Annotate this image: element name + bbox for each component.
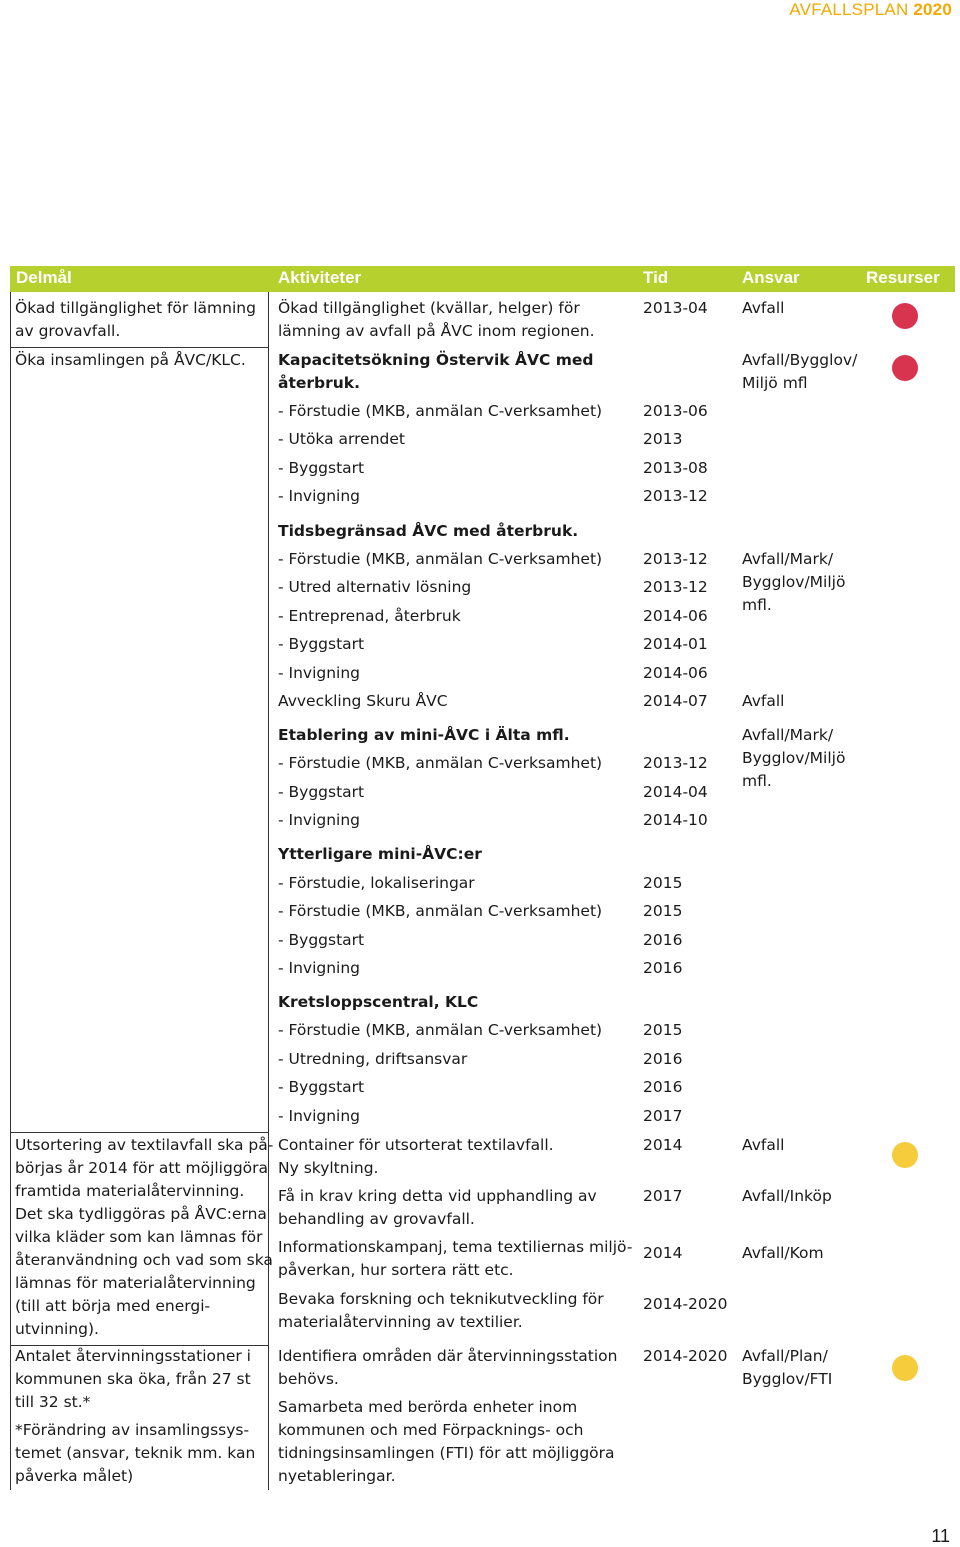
resource-indicator-yellow [892, 1142, 918, 1168]
tid-value: 2013-12 [643, 754, 708, 772]
activity: - Förstudie (MKB, anmälan C-verksamhet) [278, 402, 603, 420]
column-header-delmal: Delmål [16, 268, 72, 287]
ansvar-line: Avfall [742, 692, 785, 710]
ansvar-line: Avfall/Plan/ [742, 1347, 828, 1365]
goal-line: vilka kläder som kan lämnas för [15, 1228, 263, 1246]
activity: - Förstudie (MKB, anmälan C-verksamhet) [278, 1021, 603, 1039]
goal-line: Det ska tydliggöras på ÅVC:erna [15, 1205, 267, 1223]
column-header-ansvar: Ansvar [742, 268, 800, 287]
ansvar-line: Miljö mfl [742, 374, 808, 392]
ansvar-line: Bygglov/FTI [742, 1370, 833, 1388]
goal-cell [15, 297, 256, 343]
tid-value: 2015 [643, 874, 683, 892]
tid-value: 2013-12 [643, 487, 708, 505]
goal-line: utvinning). [15, 1320, 99, 1338]
tid-value: 2015 [643, 902, 683, 920]
activity: - Förstudie, lokaliseringar [278, 874, 475, 892]
activity: - Byggstart [278, 635, 365, 653]
activity-line: Samarbeta med berörda enheter inom [278, 1398, 578, 1416]
activity: - Förstudie (MKB, anmälan C-verksamhet) [278, 754, 603, 772]
tid-value: 2016 [643, 1078, 683, 1096]
goal-line: (till att börja med energi- [15, 1297, 211, 1315]
resource-indicator-yellow [892, 1355, 918, 1381]
tid-value: 2014 [643, 1136, 683, 1154]
column-header-resurser: Resurser [866, 268, 940, 287]
activity [278, 1288, 604, 1334]
activity-line: materialåtervinning av textilier. [278, 1313, 523, 1331]
activity [278, 1236, 632, 1282]
activity-line: kommunen och med Förpacknings- och [278, 1421, 584, 1439]
activity-line: Identifiera områden där återvinningsstation [278, 1347, 618, 1365]
goal-line: lämnas för materialåtervinning [15, 1274, 256, 1292]
goal-cell [15, 1134, 273, 1341]
activity-heading: Tidsbegränsad ÅVC med återbruk. [278, 522, 579, 540]
ansvar-line: Avfall/Inköp [742, 1187, 832, 1205]
goal-cell [15, 1345, 251, 1414]
goal-line: till 32 st.* [15, 1393, 91, 1411]
resource-indicator-red [892, 355, 918, 381]
tid-value: 2014-01 [643, 635, 708, 653]
ansvar-value [742, 349, 857, 395]
goal-line: börjas år 2014 för att möjliggöra [15, 1159, 269, 1177]
activity [278, 297, 595, 343]
tid-value: 2014-2020 [643, 1295, 728, 1313]
row-divider [10, 1132, 269, 1133]
activity: - Entreprenad, återbruk [278, 607, 461, 625]
activity: - Byggstart [278, 931, 365, 949]
tid-value: 2013-08 [643, 459, 708, 477]
activity-line: tidningsinsamlingen (FTI) för att möjliggöra [278, 1444, 615, 1462]
activity-line: Bevaka forskning och teknikutveckling för [278, 1290, 604, 1308]
tid-value: 2013-06 [643, 402, 708, 420]
activity: - Utredning, driftsansvar [278, 1050, 468, 1068]
activity: - Invigning [278, 811, 361, 829]
ansvar-value [742, 548, 845, 617]
activity-line: Container för utsorterat textilavfall. [278, 1136, 554, 1154]
tid-value: 2016 [643, 959, 683, 977]
activity-line: Ökad tillgänglighet (kvällar, helger) för [278, 299, 580, 317]
activity-heading [278, 349, 594, 395]
activity: - Förstudie (MKB, anmälan C-verksamhet) [278, 550, 603, 568]
activity [278, 1185, 597, 1231]
ansvar-line: Avfall [742, 1136, 785, 1154]
ansvar-line: mfl. [742, 772, 772, 790]
goal-line: Öka insamlingen på ÅVC/KLC. [15, 351, 246, 369]
ansvar-line: Avfall/Mark/ [742, 550, 834, 568]
tid-value: 2016 [643, 1050, 683, 1068]
header-year: 2020 [913, 0, 952, 19]
tid-value: 2014-07 [643, 692, 708, 710]
goal-line: framtida materialåtervinning. [15, 1182, 245, 1200]
goal-line: temet (ansvar, teknik mm. kan [15, 1444, 256, 1462]
page-number: 11 [931, 1526, 950, 1546]
goal-line: Utsortering av textilavfall ska på- [15, 1136, 274, 1154]
activity: - Utöka arrendet [278, 430, 405, 448]
activity: - Byggstart [278, 459, 365, 477]
ansvar-value [742, 724, 845, 793]
tid-value: 2014-06 [643, 664, 708, 682]
tid-value: 2016 [643, 931, 683, 949]
activity: - Invigning [278, 1107, 361, 1125]
tid-value: 2014-04 [643, 783, 708, 801]
column-header-tid: Tid [643, 268, 669, 287]
resource-indicator-red [892, 303, 918, 329]
tid-value: 2014 [643, 1244, 683, 1262]
ansvar-value [742, 1185, 832, 1208]
ansvar-value [742, 1134, 784, 1157]
ansvar-value [742, 297, 784, 320]
tid-value: 2014-06 [643, 607, 708, 625]
activity-line: Kapacitetsökning Östervik ÅVC med [278, 351, 594, 369]
goal-footnote [15, 1419, 255, 1488]
goal-line: återanvändning och vad som ska [15, 1251, 273, 1269]
activity [278, 1345, 617, 1391]
activity: Avveckling Skuru ÅVC [278, 692, 448, 710]
ansvar-line: mfl. [742, 596, 772, 614]
header-brand: AVFALLSPLAN [789, 0, 909, 19]
tid-value: 2013-12 [643, 550, 708, 568]
activity: - Invigning [278, 487, 361, 505]
activity-line: nyetableringar. [278, 1467, 396, 1485]
activity-line: påverkan, hur sortera rätt etc. [278, 1261, 514, 1279]
goal-line: *Förändring av insamlingssys- [15, 1421, 250, 1439]
tid-value: 2017 [643, 1107, 683, 1125]
activity [278, 1396, 615, 1488]
activity: - Invigning [278, 664, 361, 682]
ansvar-line: Avfall/Bygglov/ [742, 351, 858, 369]
activity: - Byggstart [278, 1078, 365, 1096]
tid-value: 2014-10 [643, 811, 708, 829]
activity-line: återbruk. [278, 374, 360, 392]
tid-value: 2013 [643, 430, 683, 448]
tid-value: 2017 [643, 1187, 683, 1205]
tid-value: 2014-2020 [643, 1347, 728, 1365]
column-header-aktiviteter: Aktiviteter [278, 268, 362, 287]
document-header [789, 0, 952, 20]
goal-cell [15, 349, 246, 372]
activity: - Förstudie (MKB, anmälan C-verksamhet) [278, 902, 603, 920]
table-header [10, 266, 955, 292]
tid-value: 2015 [643, 1021, 683, 1039]
ansvar-line: Bygglov/Miljö [742, 573, 846, 591]
goal-line: Antalet återvinningsstationer i [15, 1347, 251, 1365]
activity: - Utred alternativ lösning [278, 578, 472, 596]
goal-line: av grovavfall. [15, 322, 121, 340]
ansvar-line: Avfall/Mark/ [742, 726, 834, 744]
ansvar-value [742, 1345, 832, 1391]
activity-line: lämning av avfall på ÅVC inom regionen. [278, 322, 595, 340]
activity-line: Informationskampanj, tema textiliernas miljö- [278, 1238, 633, 1256]
ansvar-value [742, 690, 784, 713]
ansvar-line: Bygglov/Miljö [742, 749, 846, 767]
goal-line: påverka målet) [15, 1467, 134, 1485]
tid-value: 2013-04 [643, 299, 708, 317]
ansvar-value [742, 1242, 824, 1265]
ansvar-line: Avfall/Kom [742, 1244, 824, 1262]
activity-heading: Ytterligare mini-ÅVC:er [278, 845, 482, 863]
table-border-left [10, 292, 11, 1490]
activity-line: Ny skyltning. [278, 1159, 379, 1177]
ansvar-line: Avfall [742, 299, 785, 317]
goal-line: kommunen ska öka, från 27 st [15, 1370, 251, 1388]
activity-line: Få in krav kring detta vid upphandling av [278, 1187, 597, 1205]
activity-heading: Etablering av mini-ÅVC i Älta mfl. [278, 726, 570, 744]
activity: - Byggstart [278, 783, 365, 801]
activity: - Invigning [278, 959, 361, 977]
activity [278, 1134, 554, 1180]
tid-value: 2013-12 [643, 578, 708, 596]
activity-heading: Kretsloppscentral, KLC [278, 993, 479, 1011]
row-divider [10, 347, 269, 348]
activity-line: behandling av grovavfall. [278, 1210, 475, 1228]
goal-line: Ökad tillgänglighet för lämning [15, 299, 256, 317]
activity-line: behövs. [278, 1370, 339, 1388]
